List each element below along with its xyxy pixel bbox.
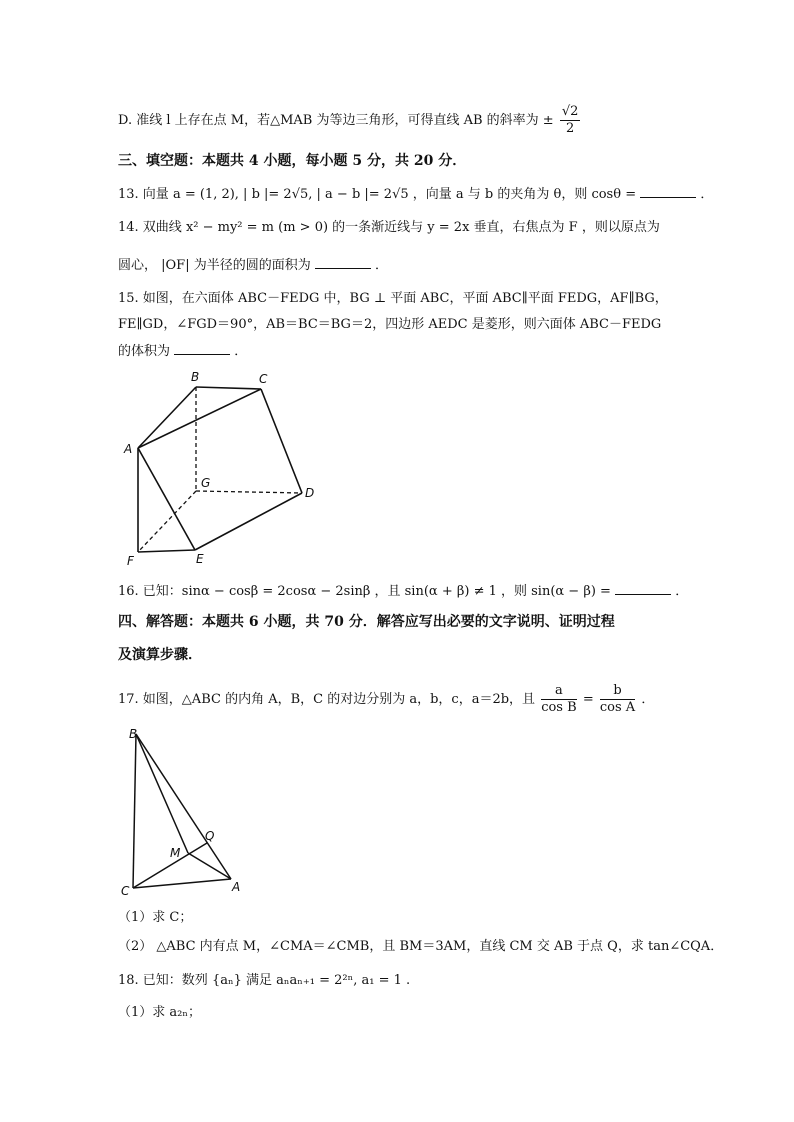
question-14-line-2	[118, 256, 388, 275]
question-17-part-1: （1）求 C；	[118, 910, 193, 925]
section-4-heading-line-1: 四、解答题：本题共 6 小题，共 70 分．解答应写出必要的文字说明、证明过程	[118, 614, 615, 630]
q17-f2-num: b	[600, 683, 635, 700]
edge-ae	[138, 448, 195, 550]
q13-end: ．	[700, 187, 714, 202]
section-4-heading-line-2: 及演算步骤．	[118, 647, 202, 663]
option-d-fraction	[560, 104, 581, 137]
question-13	[118, 185, 713, 204]
question-15-line-1: 15. 如图，在六面体 ABC－FEDG 中，BG ⊥ 平面 ABC，平面 ABC∥平面 FEDG，AF∥BG，	[118, 291, 668, 306]
q17-text: 17. 如图，△ABC 的内角 A，B，C 的对边分别为 a，b，c，a＝2b，且	[118, 692, 536, 707]
question-15-line-3	[118, 342, 247, 361]
label-f: F	[127, 554, 134, 568]
label-c: C	[121, 884, 130, 898]
q14-text: 圆心， |OF| 为半径的圆的面积为	[118, 258, 311, 273]
side-bc	[133, 734, 136, 888]
q16-text: 16. 已知：sinα − cosβ = 2cosα − 2sinβ ，且 sin(α + β) ≠ 1 ，则 sin(α − β) =	[118, 584, 611, 599]
label-c: C	[259, 372, 268, 386]
label-q: Q	[205, 829, 215, 843]
q17-f1-num: a	[541, 683, 576, 700]
label-d: D	[305, 486, 315, 500]
label-b: B	[129, 727, 138, 741]
edge-cd	[261, 389, 302, 493]
q16-answer-blank	[615, 582, 671, 595]
label-a: A	[124, 442, 133, 456]
q13-text: 13. 向量 a = (1, 2), | b |= 2√5, | a − b |= 2√5 ，向量 a 与 b 的夹角为 θ，则 cosθ =	[118, 187, 637, 202]
figure-17-triangle	[118, 725, 258, 900]
q14-answer-blank	[315, 256, 371, 269]
edge-gd-hidden	[196, 491, 302, 493]
question-17-part-2: （2） △ABC 内有点 M，∠CMA＝∠CMB，且 BM＝3AM，直线 CM 交 AB 于点 Q，求 tan∠CQA．	[118, 939, 724, 954]
edge-ed	[195, 493, 302, 550]
label-b: B	[191, 370, 200, 384]
edge-ab	[138, 387, 196, 448]
label-g: G	[201, 476, 211, 490]
segment-bm	[136, 734, 188, 853]
q15-answer-blank	[174, 342, 230, 355]
option-d-text: D. 准线 l 上存在点 M，若△MAB 为等边三角形，可得直线 AB 的斜率为 ±	[118, 113, 554, 128]
q15-end: ．	[234, 344, 248, 359]
section-3-heading: 三、填空题：本题共 4 小题，每小题 5 分，共 20 分．	[118, 153, 467, 169]
q17-fraction-2	[600, 683, 635, 716]
figure-15-hexahedron	[118, 366, 333, 571]
question-15-line-2: FE∥GD，∠FGD＝90°，AB＝BC＝BG＝2，四边形 AEDC 是菱形，则六面体 ABC－FEDG	[118, 317, 662, 332]
q16-end: ．	[675, 584, 689, 599]
q15-text: 的体积为	[118, 344, 171, 359]
question-18: 18. 已知：数列 {aₙ} 满足 aₙaₙ₊₁ = 2²ⁿ, a₁ = 1 .	[118, 973, 411, 988]
question-16	[118, 582, 688, 601]
q17-f2-den: cos A	[599, 700, 636, 715]
q17-f1-den: cos B	[541, 700, 577, 715]
option-d-frac-num: √2	[561, 104, 579, 119]
edge-ac	[138, 389, 261, 448]
side-ca	[133, 879, 231, 888]
q17-equals: =	[582, 692, 594, 707]
option-d-frac-den: 2	[566, 121, 575, 136]
segment-ma	[188, 853, 231, 879]
q13-answer-blank	[640, 185, 696, 198]
question-17	[118, 683, 654, 716]
edge-bc	[196, 387, 261, 389]
edge-fe	[138, 550, 195, 552]
label-a: A	[232, 880, 241, 894]
label-m: M	[170, 846, 181, 860]
q17-end: ．	[641, 692, 655, 707]
question-14-line-1: 14. 双曲线 x² − my² = m (m > 0) 的一条渐近线与 y = 2x 垂直，右焦点为 F ，则以原点为	[118, 220, 660, 235]
label-e: E	[196, 552, 204, 566]
q14-end: ．	[374, 258, 388, 273]
option-d	[118, 104, 582, 137]
q17-fraction-1	[541, 683, 576, 716]
question-18-part-1: （1）求 a₂ₙ；	[118, 1005, 201, 1020]
